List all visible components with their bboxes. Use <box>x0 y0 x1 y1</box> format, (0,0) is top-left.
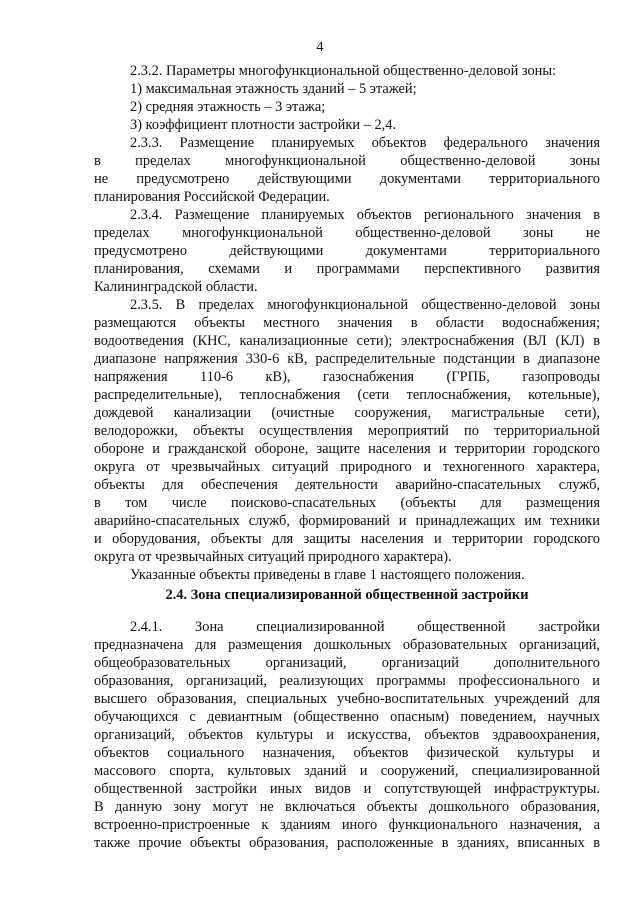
paragraph-line: обучающихся с девиантным (общественно опасным) поведением, научных <box>94 709 600 725</box>
paragraph-line: высшего образования, специальных учебно-воспитательных учреждений для <box>94 691 600 707</box>
paragraph-line: планирования, схемами и программами перспективного развития <box>94 261 600 277</box>
paragraph-line: округа от чрезвычайных ситуаций природного характера). <box>94 549 452 565</box>
paragraph-line: 2.3.2. Параметры многофункциональной общественно-деловой зоны: <box>130 63 557 79</box>
paragraph-line: 2.3.4. Размещение планируемых объектов регионального значения в <box>130 207 600 223</box>
paragraph-line: и оборудования, объекты для защиты населения и территории городского <box>94 531 600 547</box>
paragraph-line: общеобразовательных организаций, организаций дополнительного <box>94 655 600 671</box>
paragraph-line: 3) коэффициент плотности застройки – 2,4. <box>130 117 397 133</box>
paragraph-line: общественной застройки иных видов и сопутствующей инфраструктуры. <box>94 781 600 797</box>
page-number: 4 <box>316 39 324 55</box>
paragraph-line: обороне и гражданской обороне, защите населения и территории городского <box>94 441 600 457</box>
paragraph-line: планирования Российской Федерации. <box>94 189 330 205</box>
paragraph-line: аварийно-спасательных служб, формирований и принадлежащих им техники <box>94 513 600 529</box>
paragraph-line: 2.3.5. В пределах многофункциональной общественно-деловой зоны <box>130 297 600 313</box>
paragraph-line: В данную зону могут не включаться объекты дошкольного образования, <box>94 799 600 815</box>
paragraph-line: объектов социального назначения, объектов физической культуры и <box>94 745 600 761</box>
paragraph-line: напряжения 110-6 кВ), газоснабжения (ГРПБ, газопроводы <box>94 369 600 385</box>
paragraph-line: предусмотрено действующими документами территориального <box>94 243 600 259</box>
paragraph-line: водоотведения (КНС, канализационные сети); электроснабжения (ВЛ (КЛ) в <box>94 333 600 349</box>
paragraph-line: 1) максимальная этажность зданий – 5 этажей; <box>130 81 417 97</box>
paragraph-line: дождевой канализации (очистные сооружения, магистральные сети), <box>94 405 600 421</box>
paragraph-line: диапазоне напряжения 330-6 кВ, распределительные подстанции в диапазоне <box>94 351 600 367</box>
paragraph-line: предназначена для размещения дошкольных образовательных организаций, <box>94 637 600 653</box>
paragraph-line: в пределах многофункциональной общественно-деловой зоны <box>94 153 600 169</box>
paragraph-line: образования, организаций, реализующих программы профессионального и <box>94 673 600 689</box>
paragraph-line: 2.4.1. Зона специализированной общественной застройки <box>130 619 600 635</box>
paragraph-line: велодорожки, объекты осуществления мероприятий по территориальной <box>94 423 600 439</box>
paragraph-line: массового спорта, культовых зданий и сооружений, специализированной <box>94 763 600 779</box>
paragraph-line: 2.3.3. Размещение планируемых объектов федерального значения <box>130 135 600 151</box>
paragraph-line: округа от чрезвычайных ситуаций природного и техногенного характера, <box>94 459 600 475</box>
paragraph-line: встроенно-пристроенные к зданиям иного функционального назначения, а <box>94 817 600 833</box>
paragraph-line: в том числе поисково-спасательных (объекты для размещения <box>94 495 600 511</box>
paragraph-line: распределительные), теплоснабжения (сети теплоснабжения, котельные), <box>94 387 600 403</box>
paragraph-line: также прочие объекты образования, расположенные в зданиях, вписанных в <box>94 835 600 851</box>
paragraph-line: пределах многофункциональной общественно-деловой зоны не <box>94 225 600 241</box>
paragraph-line: организаций, объектов культуры и искусства, объектов здравоохранения, <box>94 727 600 743</box>
paragraph-line: объекты для обеспечения деятельности аварийно-спасательных служб, <box>94 477 600 493</box>
paragraph-line: размещаются объекты местного значения в области водоснабжения; <box>94 315 600 331</box>
paragraph-line: Калининградской области. <box>94 279 258 295</box>
paragraph-line: не предусмотрено действующими документами территориального <box>94 171 600 187</box>
paragraph-line: 2) средняя этажность – 3 этажа; <box>130 99 326 115</box>
paragraph-line: Указанные объекты приведены в главе 1 настоящего положения. <box>130 567 525 583</box>
section-heading: 2.4. Зона специализированной общественной застройки <box>165 587 529 603</box>
